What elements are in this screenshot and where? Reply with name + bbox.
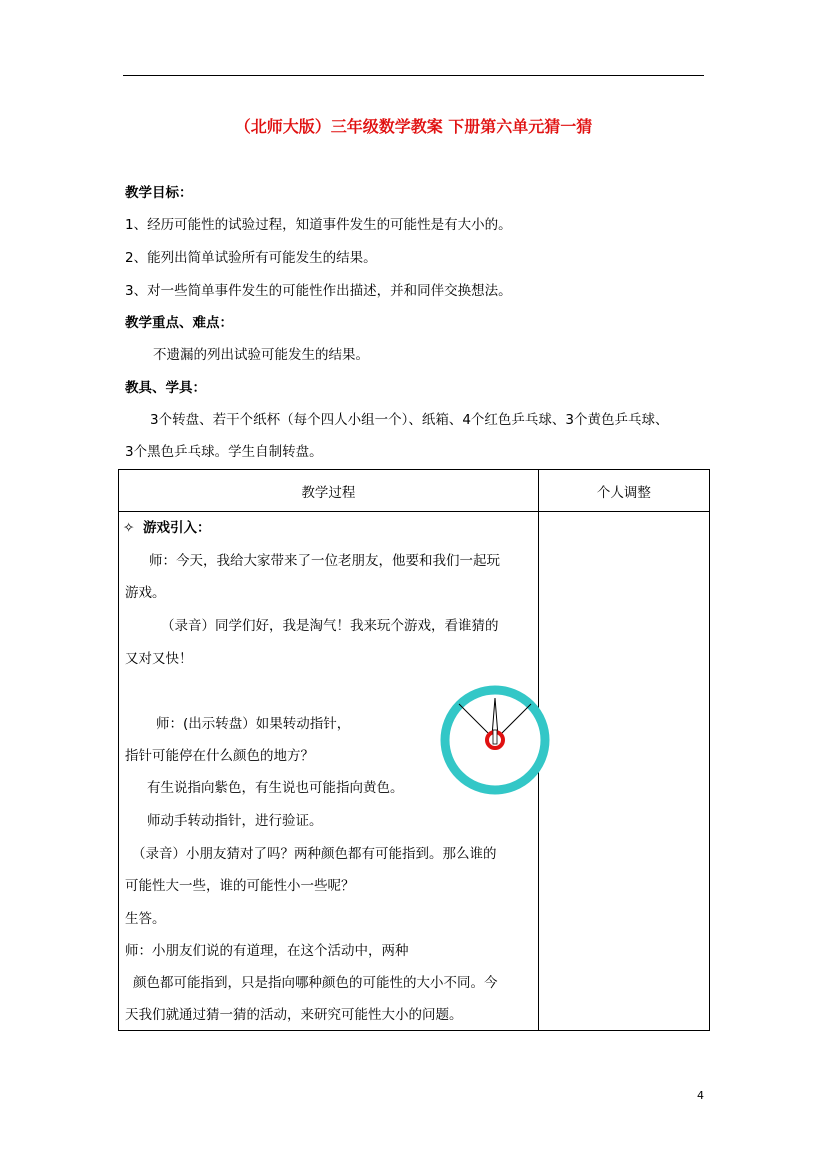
header-personal-adjustment: 个人调整 xyxy=(538,470,709,512)
script-line: 又对又快！ xyxy=(125,651,193,667)
script-line: 师：小朋友们说的有道理，在这个活动中，两种 xyxy=(125,943,409,959)
tools-line-1: 3个转盘、若干个纸杯（每个四人小组一个）、纸箱、4个红色乒乓球、3个黄色乒乓球、 xyxy=(150,412,669,428)
section-heading xyxy=(123,519,211,537)
key-points-heading: 教学重点、难点： xyxy=(125,315,233,331)
script-line: 游戏。 xyxy=(125,585,166,601)
spinner-pointer-base xyxy=(493,730,497,744)
script-line: （录音）同学们好，我是淘气！我来玩个游戏，看谁猜的 xyxy=(161,618,499,634)
script-line: 生答。 xyxy=(125,911,166,927)
lesson-table xyxy=(118,469,710,1031)
script-line: 颜色都可能指到，只是指向哪种颜色的可能性的大小不同。今 xyxy=(133,975,498,991)
script-line: （录音）小朋友猜对了吗？两种颜色都有可能指到。那么谁的 xyxy=(132,846,497,862)
teaching-process-cell xyxy=(119,512,539,1031)
script-line: 师动手转动指针，进行验证。 xyxy=(147,813,323,829)
objective-3: 3、对一些简单事件发生的可能性作出描述，并和同伴交换想法。 xyxy=(125,283,512,299)
script-line: 指针可能停在什么颜色的地方？ xyxy=(125,748,314,764)
tools-heading: 教具、学具： xyxy=(125,380,206,396)
header-teaching-process: 教学过程 xyxy=(119,470,539,512)
header-rule xyxy=(123,75,704,76)
script-line: 可能性大一些，谁的可能性小一些呢？ xyxy=(125,878,355,894)
tools-line-2: 3个黑色乒乓球。学生自制转盘。 xyxy=(125,444,323,460)
objective-2: 2、能列出简单试验所有可能发生的结果。 xyxy=(125,250,377,266)
script-line: 师：(出示转盘）如果转动指针， xyxy=(156,716,351,732)
spinner-illustration-icon xyxy=(439,684,551,796)
document-title: （北师大版）三年级数学教案 下册第六单元猜一猜 xyxy=(234,117,593,136)
page-number: 4 xyxy=(697,1089,704,1102)
script-line: 师：今天，我给大家带来了一位老朋友，他要和我们一起玩 xyxy=(149,553,500,569)
script-line: 有生说指向紫色，有生说也可能指向黄色。 xyxy=(147,780,404,796)
script-line: 天我们就通过猜一猜的活动，来研究可能性大小的问题。 xyxy=(125,1007,463,1023)
diamond-bullet-icon: ✧ xyxy=(123,520,135,536)
section-title: 游戏引入： xyxy=(143,520,211,536)
objective-1: 1、经历可能性的试验过程，知道事件发生的可能性是有大小的。 xyxy=(125,217,512,233)
objectives-heading: 教学目标： xyxy=(125,185,193,201)
personal-adjustment-cell xyxy=(538,512,709,1031)
key-points-text: 不遗漏的列出试验可能发生的结果。 xyxy=(153,347,369,363)
